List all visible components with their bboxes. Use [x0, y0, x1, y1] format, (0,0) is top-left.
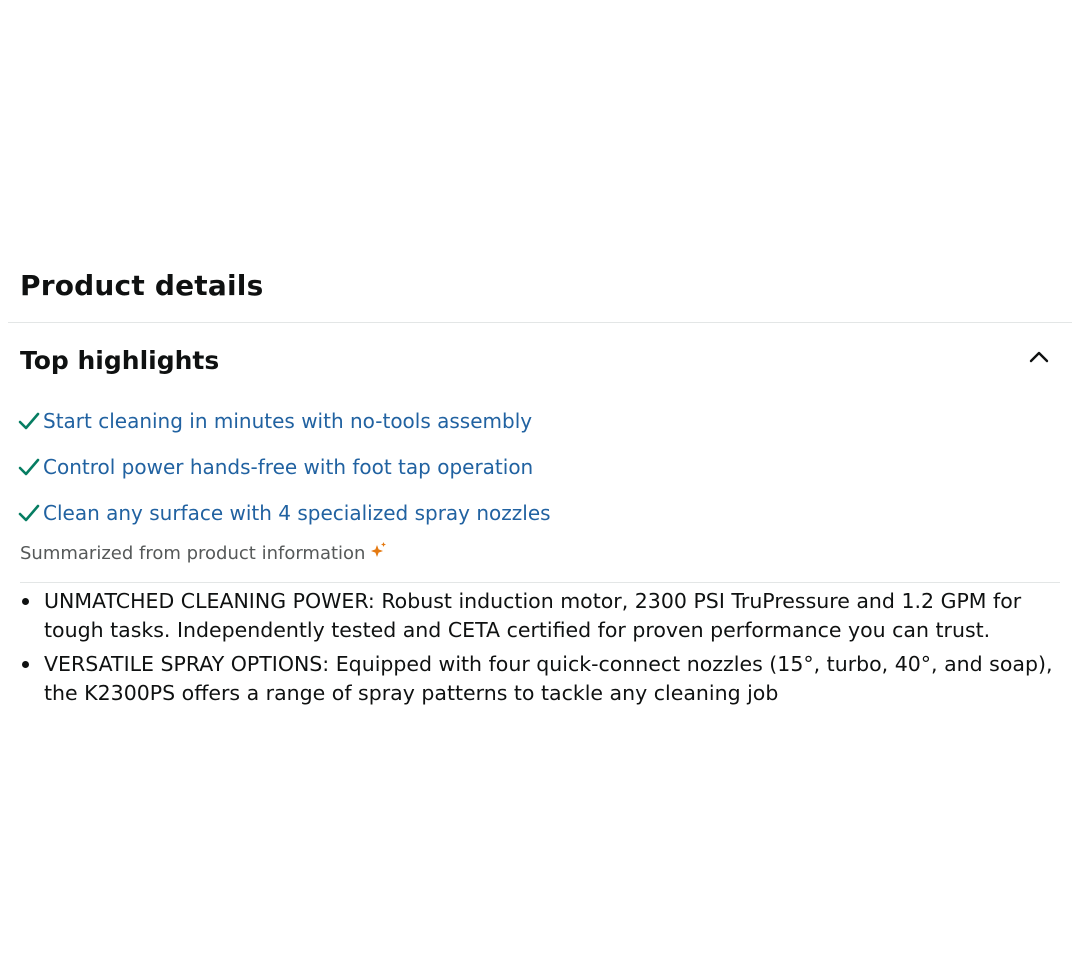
- bullet-dot: [22, 598, 29, 605]
- check-icon: [18, 502, 40, 524]
- check-icon: [18, 456, 40, 478]
- section-divider: [8, 322, 1072, 323]
- feature-bullet: [20, 587, 1060, 645]
- highlights-list: [18, 398, 551, 536]
- sparkle-icon: [369, 541, 387, 559]
- highlights-divider: [20, 582, 1060, 583]
- feature-bullet: [20, 650, 1060, 708]
- highlight-label: Clean any surface with 4 specialized spray nozzles: [43, 501, 551, 525]
- feature-bullet-text: VERSATILE SPRAY OPTIONS: Equipped with four quick-connect nozzles (15°, turbo, 40°, and soap), the K2300PS offers a range of spray patterns to tackle any cleaning job: [44, 652, 1053, 705]
- product-details-title: Product details: [20, 269, 264, 302]
- feature-bullets: [20, 587, 1060, 713]
- highlight-item[interactable]: [18, 444, 551, 490]
- highlight-label: Start cleaning in minutes with no-tools assembly: [43, 409, 533, 433]
- check-icon: [18, 410, 40, 432]
- summary-note: [20, 538, 387, 568]
- top-highlights-header[interactable]: [0, 338, 1080, 384]
- top-highlights-title: Top highlights: [20, 346, 220, 375]
- highlight-label: Control power hands-free with foot tap operation: [43, 455, 534, 479]
- feature-bullet-text: UNMATCHED CLEANING POWER: Robust induction motor, 2300 PSI TruPressure and 1.2 GPM for tough tasks. Independently tested and CETA certified for proven performance you can trust.: [44, 589, 1022, 642]
- summary-text: Summarized from product information: [20, 542, 366, 564]
- highlight-item[interactable]: [18, 398, 551, 444]
- bullet-dot: [22, 661, 29, 668]
- chevron-up-icon[interactable]: [1024, 342, 1054, 372]
- highlight-item[interactable]: [18, 490, 551, 536]
